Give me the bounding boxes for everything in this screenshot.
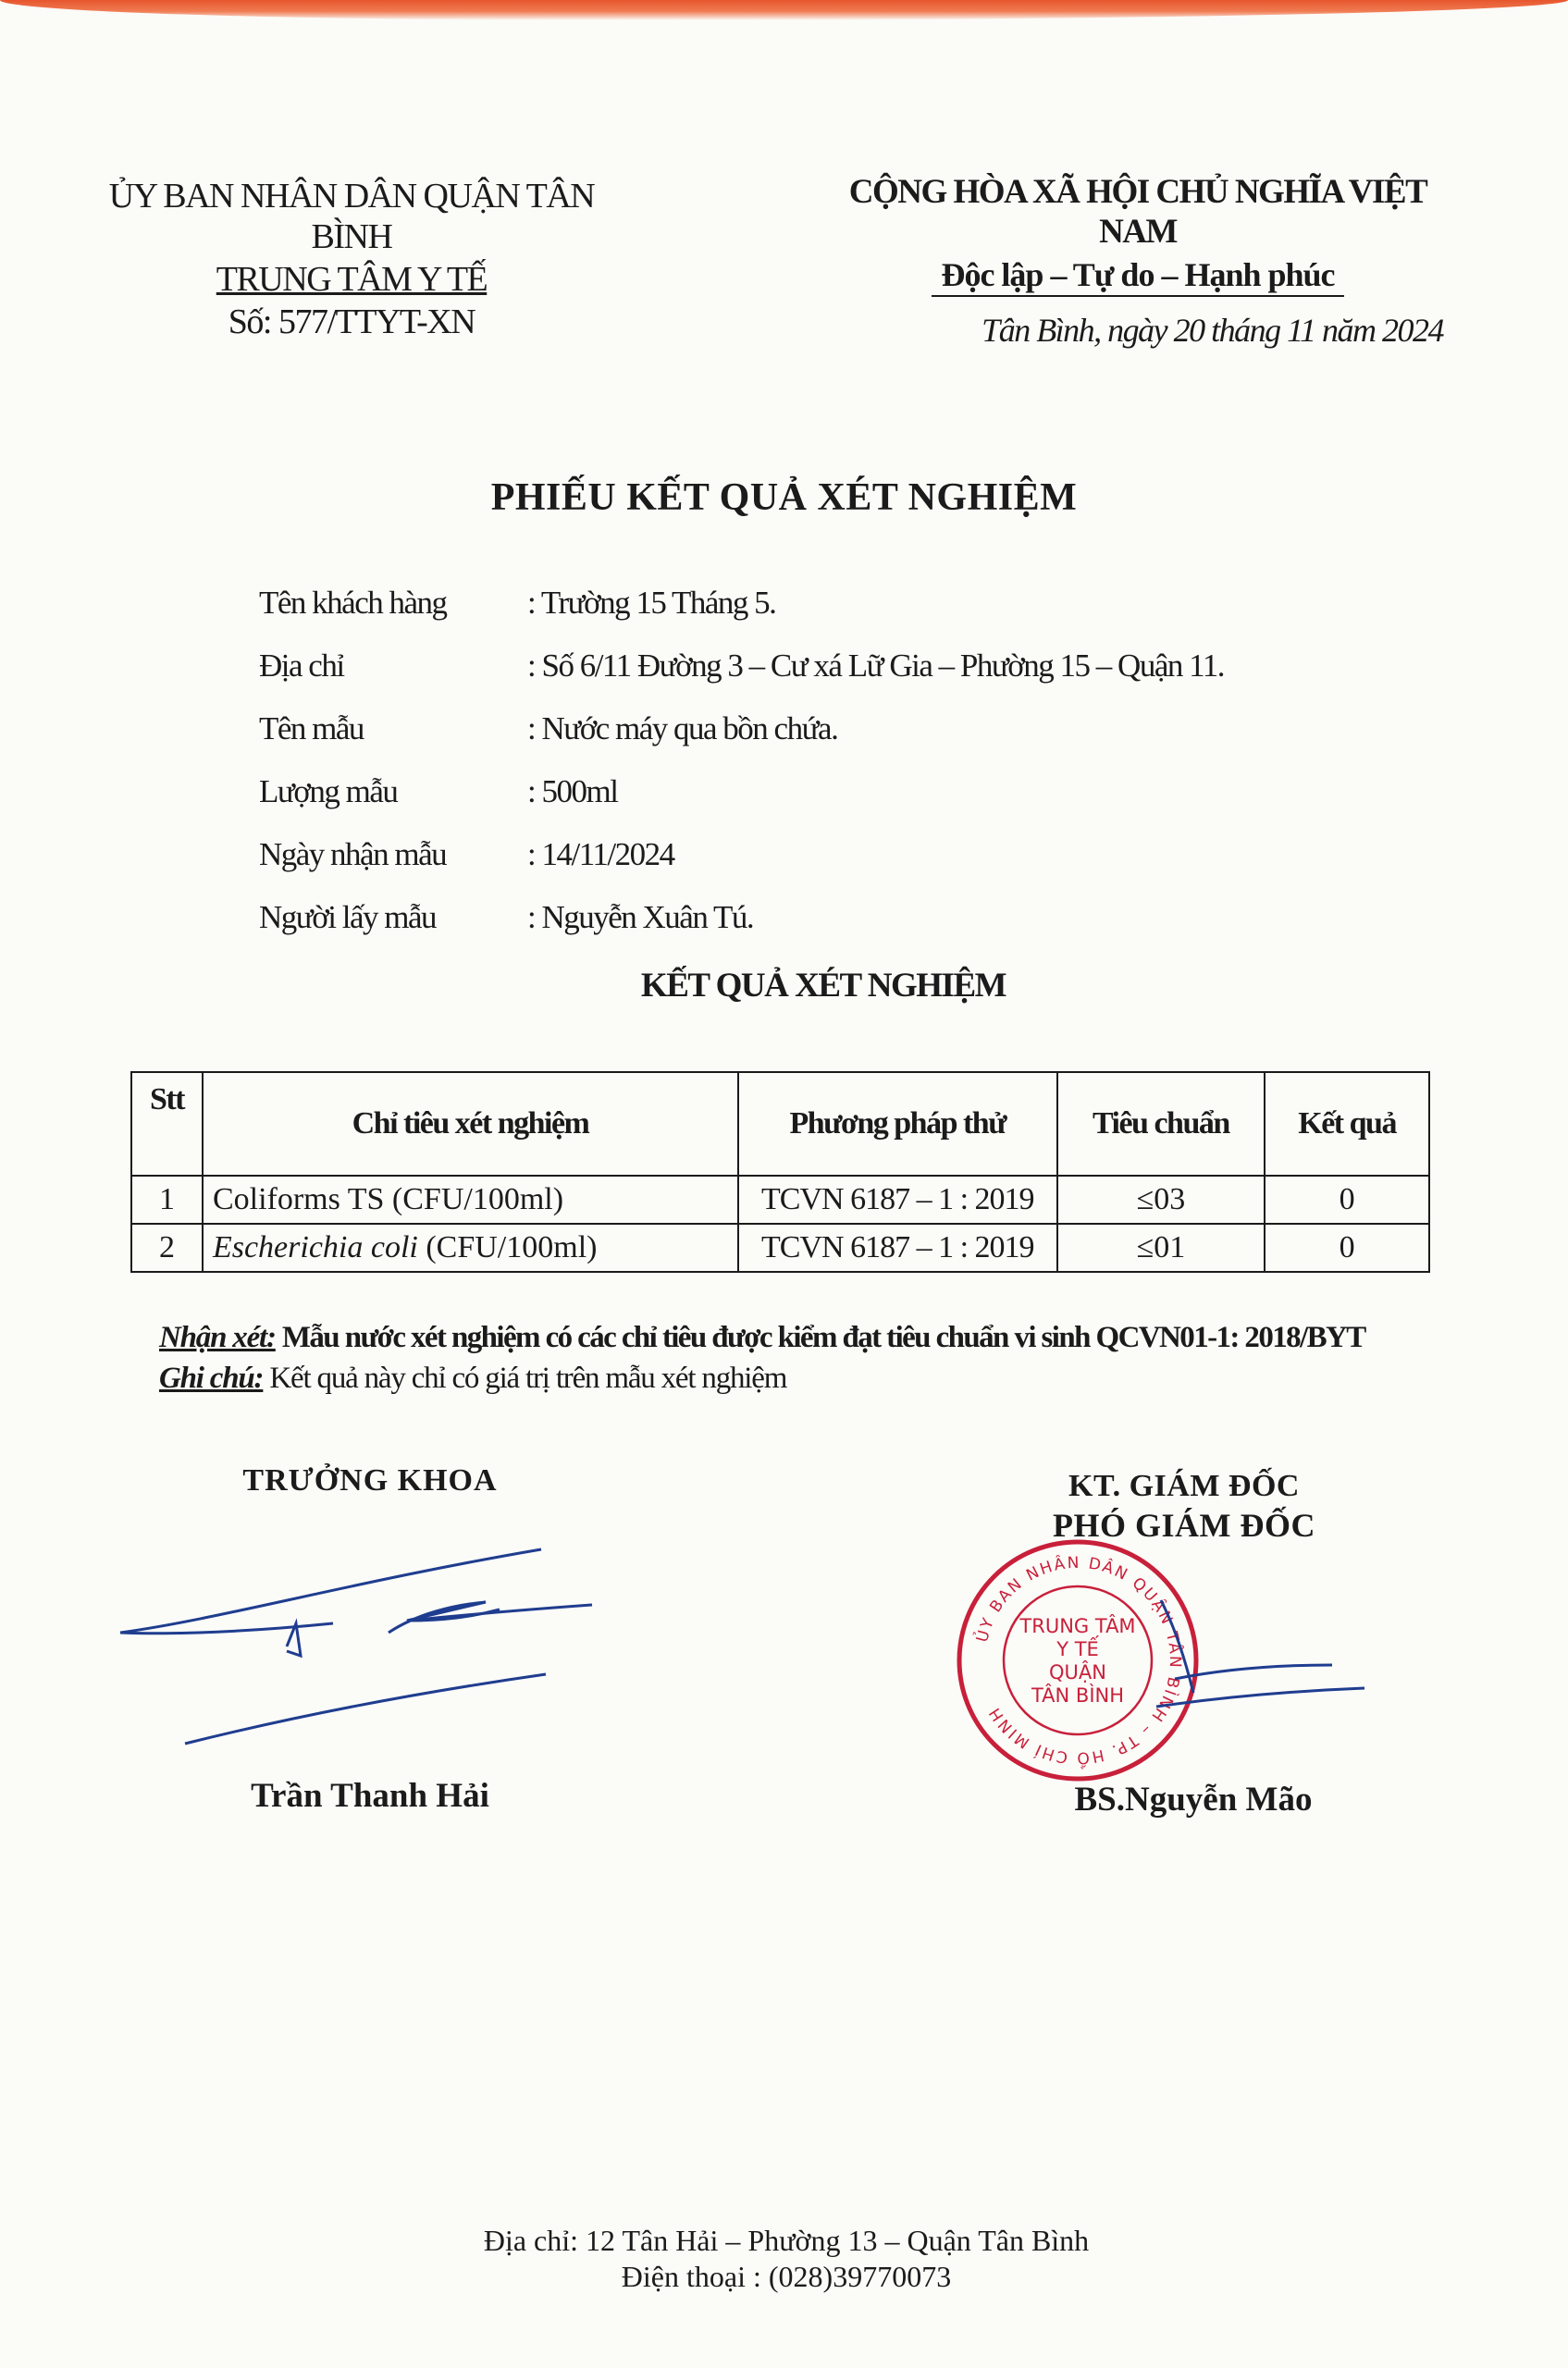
info-label: Địa chỉ — [259, 648, 344, 684]
info-row — [259, 710, 1369, 773]
header-indicator: Chỉ tiêu xét nghiệm — [203, 1072, 738, 1176]
header-right — [814, 172, 1462, 294]
cell-indicator: Escherichia coli (CFU/100ml) — [203, 1224, 738, 1272]
cell-standard: ≤03 — [1057, 1176, 1266, 1224]
results-table — [130, 1071, 1430, 1273]
sample-info — [259, 585, 1369, 962]
info-value: : Số 6/11 Đường 3 – Cư xá Lữ Gia – Phường 15 – Quận 11. — [527, 648, 1225, 684]
info-row — [259, 585, 1369, 648]
info-value: : 500ml — [527, 773, 618, 809]
right-signer-title-2: PHÓ GIÁM ĐỐC — [1053, 1507, 1315, 1544]
table-header-row — [131, 1072, 1429, 1176]
svg-text:TÂN BÌNH: TÂN BÌNH — [1031, 1684, 1125, 1707]
page-top-edge — [0, 0, 1568, 20]
right-signer-name: BS.Nguyễn Mão — [1074, 1781, 1313, 1819]
cell-method: TCVN 6187 – 1 : 2019 — [738, 1224, 1056, 1272]
header-method: Phương pháp thử — [738, 1072, 1056, 1176]
footer-address: Địa chỉ: 12 Tân Hải – Phường 13 – Quận Tân Bình — [483, 2224, 1090, 2257]
cell-standard: ≤01 — [1057, 1224, 1266, 1272]
footer-phone: Điện thoại : (028)39770073 — [621, 2260, 952, 2293]
svg-text:Y TẾ: Y TẾ — [1056, 1638, 1099, 1660]
right-handwritten-signature — [1138, 1591, 1369, 1720]
header-result: Kết quả — [1265, 1072, 1429, 1176]
comment-text: Mẫu nước xét nghiệm có các chỉ tiêu được kiểm đạt tiêu chuẩn vi sinh QCVN01-1: 2018/BYT — [281, 1321, 1365, 1354]
info-label: Tên khách hàng — [259, 585, 447, 621]
footer — [324, 2224, 1249, 2294]
table-row — [131, 1224, 1429, 1272]
info-label: Ngày nhận mẫu — [259, 836, 447, 872]
cell-stt: 2 — [131, 1224, 203, 1272]
info-row — [259, 836, 1369, 899]
document-number: Số: 577/TTYT-XN — [228, 302, 475, 341]
svg-text:TRUNG TÂM: TRUNG TÂM — [1019, 1615, 1136, 1637]
info-label: Lượng mẫu — [259, 773, 398, 809]
info-label: Người lấy mẫu — [259, 899, 436, 935]
national-motto: Độc lập – Tự do – Hạnh phúc — [932, 256, 1343, 297]
left-handwritten-signature — [111, 1536, 611, 1758]
svg-text:QUẬN: QUẬN — [1049, 1661, 1106, 1684]
header-left — [74, 176, 629, 342]
left-signer-title: TRƯỞNG KHOA — [242, 1463, 498, 1498]
info-label: Tên mẫu — [259, 710, 364, 746]
issuing-center: TRUNG TÂM Y TẾ — [216, 260, 488, 299]
cell-stt: 1 — [131, 1176, 203, 1224]
remarks — [159, 1321, 1454, 1402]
cell-method: TCVN 6187 – 1 : 2019 — [738, 1176, 1056, 1224]
comment-label: Nhận xét: — [159, 1321, 276, 1354]
info-value: : Trường 15 Tháng 5. — [527, 585, 776, 621]
info-row — [259, 648, 1369, 710]
info-value: : Nguyễn Xuân Tú. — [527, 899, 754, 935]
cell-result: 0 — [1265, 1176, 1429, 1224]
cell-result: 0 — [1265, 1224, 1429, 1272]
date-line: Tân Bình, ngày 20 tháng 11 năm 2024 — [982, 312, 1443, 349]
info-row — [259, 899, 1369, 962]
note-text: Kết quả này chỉ có giá trị trên mẫu xét nghiệm — [269, 1362, 787, 1395]
cell-indicator: Coliforms TS (CFU/100ml) — [203, 1176, 738, 1224]
national-title: CỘNG HÒA XÃ HỘI CHỦ NGHĨA VIỆT NAM — [848, 173, 1427, 251]
national-motto-wrap — [814, 255, 1462, 294]
info-value: : 14/11/2024 — [527, 836, 674, 872]
note-label: Ghi chú: — [159, 1362, 264, 1395]
results-title: KẾT QUẢ XÉT NGHIỆM — [640, 967, 1006, 1005]
table-row — [131, 1176, 1429, 1224]
comment-line — [159, 1321, 1454, 1362]
right-signer-title-1: KT. GIÁM ĐỐC — [1068, 1469, 1300, 1503]
svg-text:ỦY BAN NHÂN DÂN QUẬN TÂN BÌNH: ỦY BAN NHÂN DÂN QUẬN TÂN BÌNH – TP. HỒ CHÍ MINH — [972, 1553, 1185, 1768]
document-title: PHIẾU KẾT QUẢ XÉT NGHIỆM — [490, 476, 1078, 519]
info-value: : Nước máy qua bồn chứa. — [527, 710, 838, 746]
header-stt: Stt — [131, 1072, 203, 1176]
left-signer-name: Trần Thanh Hải — [251, 1777, 489, 1815]
note-line — [159, 1362, 1454, 1402]
info-row — [259, 773, 1369, 836]
issuing-authority: ỦY BAN NHÂN DÂN QUẬN TÂN BÌNH — [108, 177, 595, 256]
header-standard: Tiêu chuẩn — [1057, 1072, 1266, 1176]
